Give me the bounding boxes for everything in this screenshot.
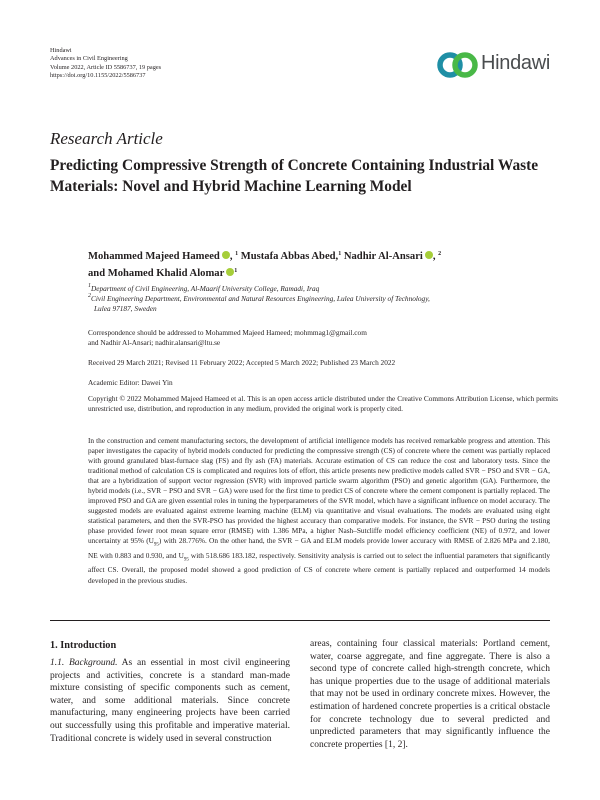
journal-name: Advances in Civil Engineering bbox=[50, 55, 128, 63]
article-type: Research Article bbox=[50, 129, 163, 148]
affiliations bbox=[88, 284, 558, 314]
intro-paragraph-left: 1.1. Background. As an essential in most civil engineering projects and activities, concrete is a standard man-made mixture consisting of specific components such as cement, water, and some additional materials. Since concrete manufacturing, many engineering projects have been carried out successfully using this profitable and imperative material. Traditional concrete is widely used in several construction bbox=[50, 658, 290, 744]
affiliation-1: $^1$Department of Civil Engineering, Al-Maarif University College, Ramadi, Iraq bbox=[88, 283, 320, 293]
publisher-name: Hindawi bbox=[50, 47, 72, 54]
affiliation-2-cont: Lulea 97187, Sweden bbox=[94, 304, 157, 313]
academic-editor: Academic Editor: Dawei Yin bbox=[88, 378, 173, 387]
article-title: Predicting Compressive Strength of Concrete Containing Industrial Waste Materials: Novel and Hybrid Machine Learning Model bbox=[50, 157, 539, 195]
author-3[interactable]: Nadhir Al-Ansari , $^2$ bbox=[343, 251, 442, 262]
author-list bbox=[88, 248, 558, 282]
correspondence: Correspondence should be addressed to Mohammed Majeed Hameed; mohmmag1@gmail.com and Nadhir Al-Ansari; nadhir.alansari@ltu.se bbox=[88, 328, 367, 347]
copyright-notice: Copyright © 2022 Mohammed Majeed Hameed et al. This is an open access article distributed under the Creative Commons Attribution License, which permits unrestricted use, distribution, and reproduction in any medium, provided the original work is properly cited. bbox=[88, 394, 558, 413]
intro-paragraph-right: areas, containing four classical materials: Portland cement, water, coarse aggregate, and fine aggregate. There is also a second type of concrete called high-strength concrete, which has unique properties due to the usage of additional materials that may not be used in ordinary concrete mixes. However, the estimation of hardened concrete properties is a critical obstacle for concrete technology due to several predicted and unpredicted parameters that may significantly influence the concrete properties [1, 2]. bbox=[310, 639, 550, 750]
hindawi-logo-icon bbox=[437, 48, 481, 82]
intro-right-column bbox=[310, 638, 550, 751]
abstract: In the construction and cement manufacturing sectors, the development of artificial intelligence models has received remarkable progress and attention. This paper investigates the capacity of hybrid models conducted for predicting the compressive strength (CS) of concrete where the cement was partially replaced with ground granulated blast-furnace slag (FS) and fly ash (FA) materials. Accurate estimation of CS can reduce the cost and laboratory tests. Since the traditional method of calculation CS is complicated and requires lots of effort, this article presents new predictive models called SVR − PSO and SVR − GA, that are a hybridization of support vector regression (SVR) with improved particle swarm algorithm (PSO) and genetic algorithm (GA). Furthermore, the hybrid models (i.e., SVR − PSO and SVR − GA) were used for the first time to predict CS of concrete where the cement component is partially replaced. The improved PSO and GA are given essential roles in tuning the hyperparameters of the SVR model, which have a significant influence on model accuracy. The suggested models are evaluated against extreme learning machine (ELM) via quantitative and visual evaluations. The models are evaluated using eight statistical parameters, and then the SVR-PSO has provided the highest accuracy than comparative models. For instance, the SVR − PSO during the testing phase provided fewer root mean square error (RMSE) with 1.386 MPa, a higher Nash–Sutcliffe model efficiency coefficient (NE) of 0.972, and lower uncertainty at 95% $(U_{95})$ with 28.776%. On the other hand, the SVR − GA and ELM models provide lower accuracy with RMSE of 2.826 MPa and 2.180, NE with 0.883 and 0.930, and $U_{95}$ with 518.686 183.182, respectively. Sensitivity analysis is carried out to select the influential parameters that significantly affect CS. Overall, the proposed model showed a good prediction of CS of concrete where cement is partially replaced and outperformed 14 models developed in the previous studies. bbox=[88, 436, 551, 585]
affiliation-2: $^2$Civil Engineering Department, Environmental and Natural Resources Engineering, Lulea University of Technology, bbox=[88, 293, 430, 303]
publication-dates: Received 29 March 2021; Revised 11 February 2022; Accepted 5 March 2022; Published 23 March 2022 bbox=[88, 358, 396, 367]
author-4[interactable]: and Mohamed Khalid Alomar $^1$ bbox=[88, 268, 238, 279]
orcid-icon[interactable] bbox=[425, 251, 433, 259]
doi-link[interactable]: https://doi.org/10.1155/2022/5586737 bbox=[50, 72, 146, 80]
author-2[interactable]: Mustafa Abbas Abed,$^1$ bbox=[240, 251, 342, 262]
section-divider bbox=[50, 620, 550, 621]
journal-info bbox=[50, 47, 161, 81]
orcid-icon[interactable] bbox=[222, 251, 230, 259]
subsection-heading-background: 1.1. Background. bbox=[50, 658, 118, 668]
section-heading-introduction: 1. Introduction bbox=[50, 640, 117, 651]
hindawi-logo[interactable] bbox=[437, 48, 555, 82]
author-1[interactable]: Mohammed Majeed Hameed , $^1$ bbox=[88, 251, 239, 262]
intro-left-column bbox=[50, 640, 290, 745]
volume-line: Volume 2022, Article ID 5586737, 19 pages bbox=[50, 63, 162, 71]
logo-text: Hindawi bbox=[481, 52, 551, 74]
